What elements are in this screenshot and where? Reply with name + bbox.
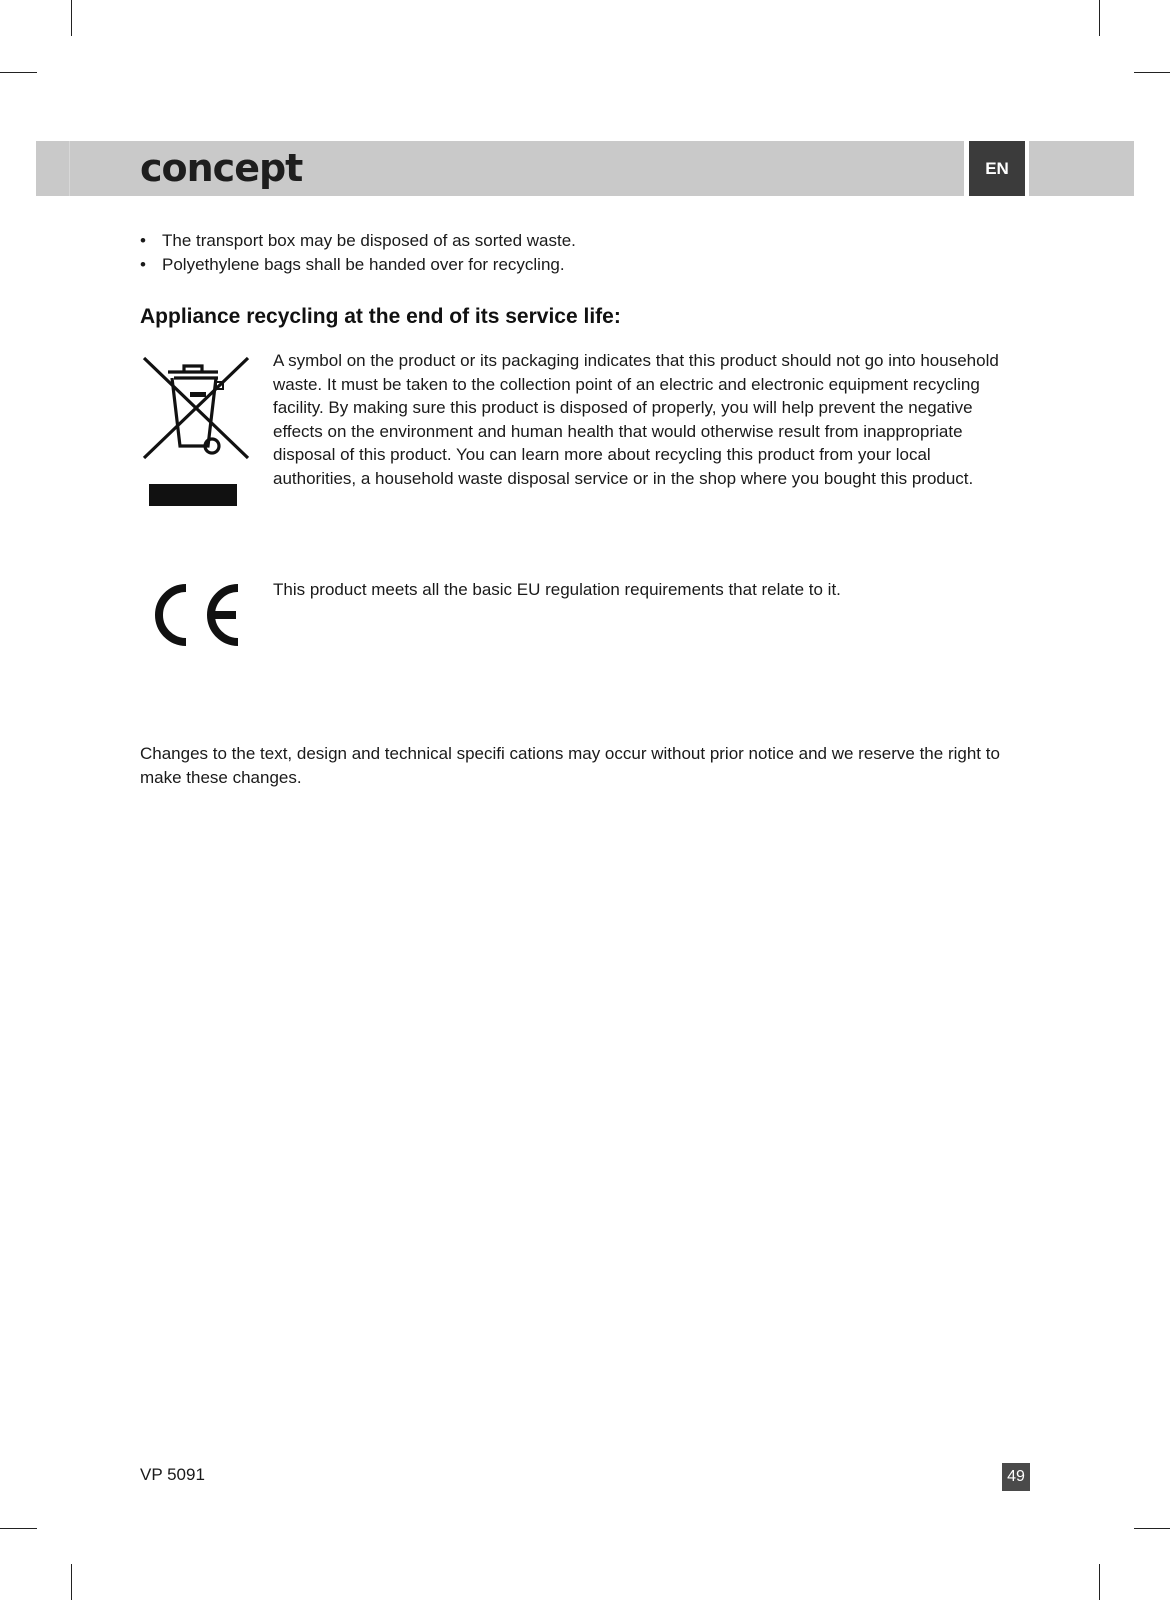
page-number: 49 [1002, 1463, 1030, 1491]
crop-mark-bottom-right-horizontal [1134, 1528, 1170, 1529]
bullet-text: Polyethylene bags shall be handed over for recycling. [162, 255, 565, 274]
list-item [140, 229, 576, 253]
crop-mark-top-left-horizontal [0, 72, 37, 73]
recycling-paragraph: A symbol on the product or its packaging indicates that this product should not go into household waste. It must be taken to the collection point of an electric and electronic equipment recycling facility. By making sure this product is disposed of properly, you will help prevent the negative effects on the environment and human health that would otherwise result from inappropriate disposal of this product. You can learn more about recycling this product from your local authorities, a household waste disposal service or in the shop where you bought this product. [273, 351, 999, 488]
crop-mark-top-right-vertical [1099, 0, 1100, 36]
changes-notice: Changes to the text, design and technical specifi cations may occur without prior notice and we reserve the right to make these changes. [140, 744, 1000, 787]
bullet-dot: • [140, 255, 146, 274]
header-bar-right [1029, 141, 1134, 196]
list-item [140, 253, 576, 277]
crop-mark-bottom-left-vertical [71, 1564, 72, 1600]
header-divider [69, 141, 70, 196]
crop-mark-bottom-left-horizontal [0, 1528, 37, 1529]
section-heading: Appliance recycling at the end of its service life: [140, 305, 621, 328]
crop-mark-top-right-horizontal [1134, 72, 1170, 73]
bullet-text: The transport box may be disposed of as sorted waste. [162, 231, 576, 250]
weee-crossed-bin-icon [140, 354, 252, 506]
ce-mark-icon [150, 582, 245, 648]
brand-logo: concept [140, 146, 303, 190]
crop-mark-bottom-right-vertical [1099, 1564, 1100, 1600]
packaging-bullet-list [140, 229, 576, 277]
language-badge: EN [969, 141, 1025, 196]
model-number: VP 5091 [140, 1465, 205, 1484]
bullet-dot: • [140, 231, 146, 250]
ce-paragraph: This product meets all the basic EU regulation requirements that relate to it. [273, 580, 841, 599]
crop-mark-top-left-vertical [71, 0, 72, 36]
